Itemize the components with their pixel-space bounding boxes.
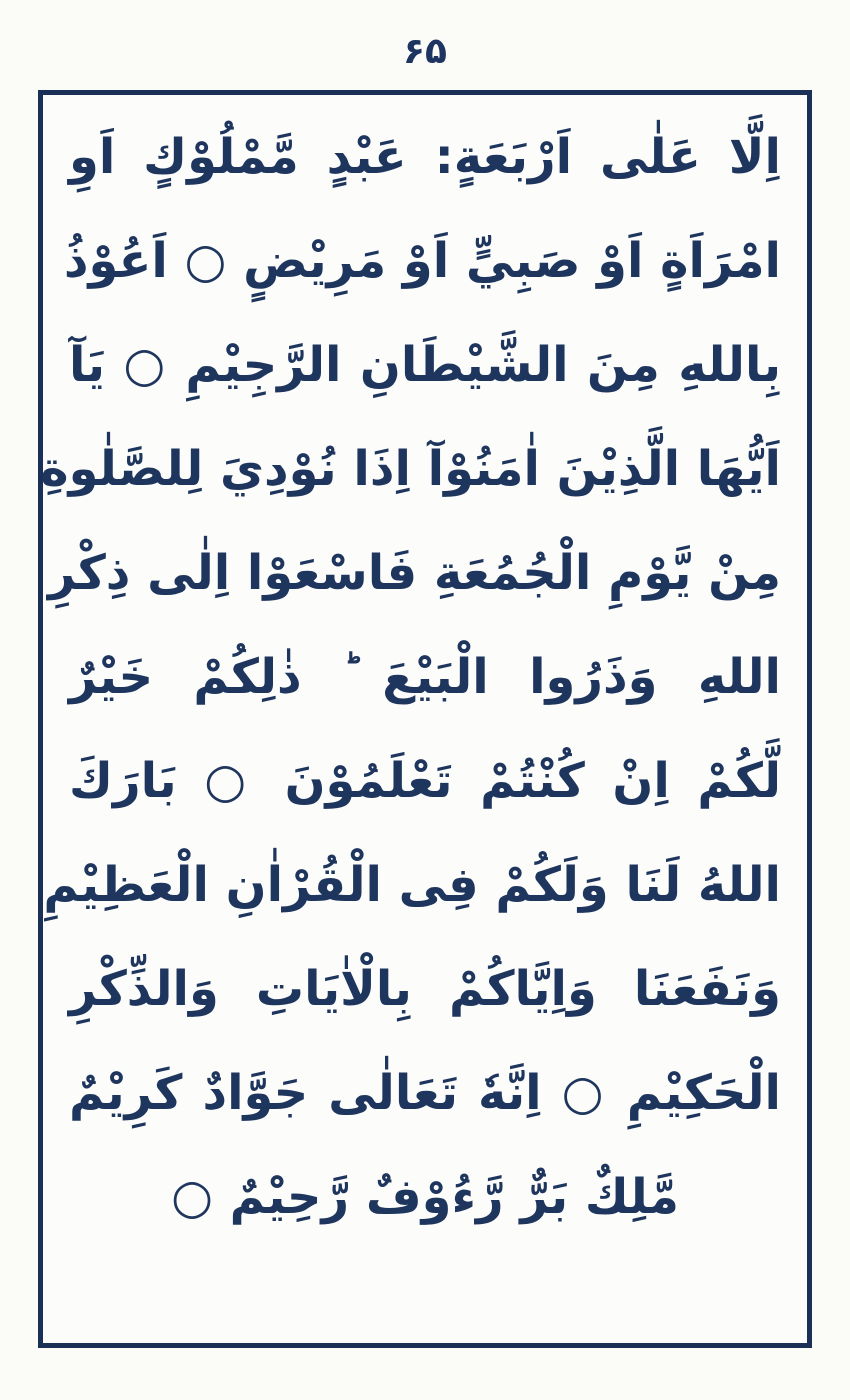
text-line: بِاللهِ مِنَ الشَّيْطَانِ الرَّجِيْمِ ○ يَآ <box>69 337 781 393</box>
text-line: لَّكُمْ اِنْ كُنْتُمْ تَعْلَمُوْنَ ○ بَارَكَ <box>69 753 781 809</box>
text-line: اِلَّا عَلٰى اَرْبَعَةٍ: عَبْدٍ مَّمْلُوْكٍ اَوِ <box>69 129 781 185</box>
text-line: الْحَكِيْمِ ○ اِنَّهٗ تَعَالٰى جَوَّادٌ كَرِيْمٌ <box>69 1065 781 1121</box>
text-line: وَنَفَعَنَا وَاِيَّاكُمْ بِالْاٰيَاتِ وَالذِّكْرِ <box>69 961 781 1017</box>
scripture-text-block <box>40 95 807 1249</box>
text-line: مِنْ يَّوْمِ الْجُمُعَةِ فَاسْعَوْا اِلٰى ذِكْرِ <box>48 545 781 601</box>
text-line-last-centered: مَّلِكٌ بَرٌّ رَّءُوْفٌ رَّحِيْمٌ ○ <box>171 1169 679 1225</box>
text-line: اَيُّهَا الَّذِيْنَ اٰمَنُوْآ اِذَا نُوْدِيَ لِلصَّلٰوةِ <box>40 441 781 497</box>
text-line: اللهِ وَذَرُوا الْبَيْعَ ؕ ذٰلِكُمْ خَيْرٌ <box>69 649 781 705</box>
page-number: ۶۵ <box>403 31 447 72</box>
text-line: اللهُ لَنَا وَلَكُمْ فِى الْقُرْاٰنِ الْعَظِيْمِ <box>43 857 781 913</box>
text-frame-border <box>38 90 812 1348</box>
text-line: امْرَاَةٍ اَوْ صَبِيٍّ اَوْ مَرِيْضٍ ○ اَعُوْذُ <box>63 233 781 289</box>
